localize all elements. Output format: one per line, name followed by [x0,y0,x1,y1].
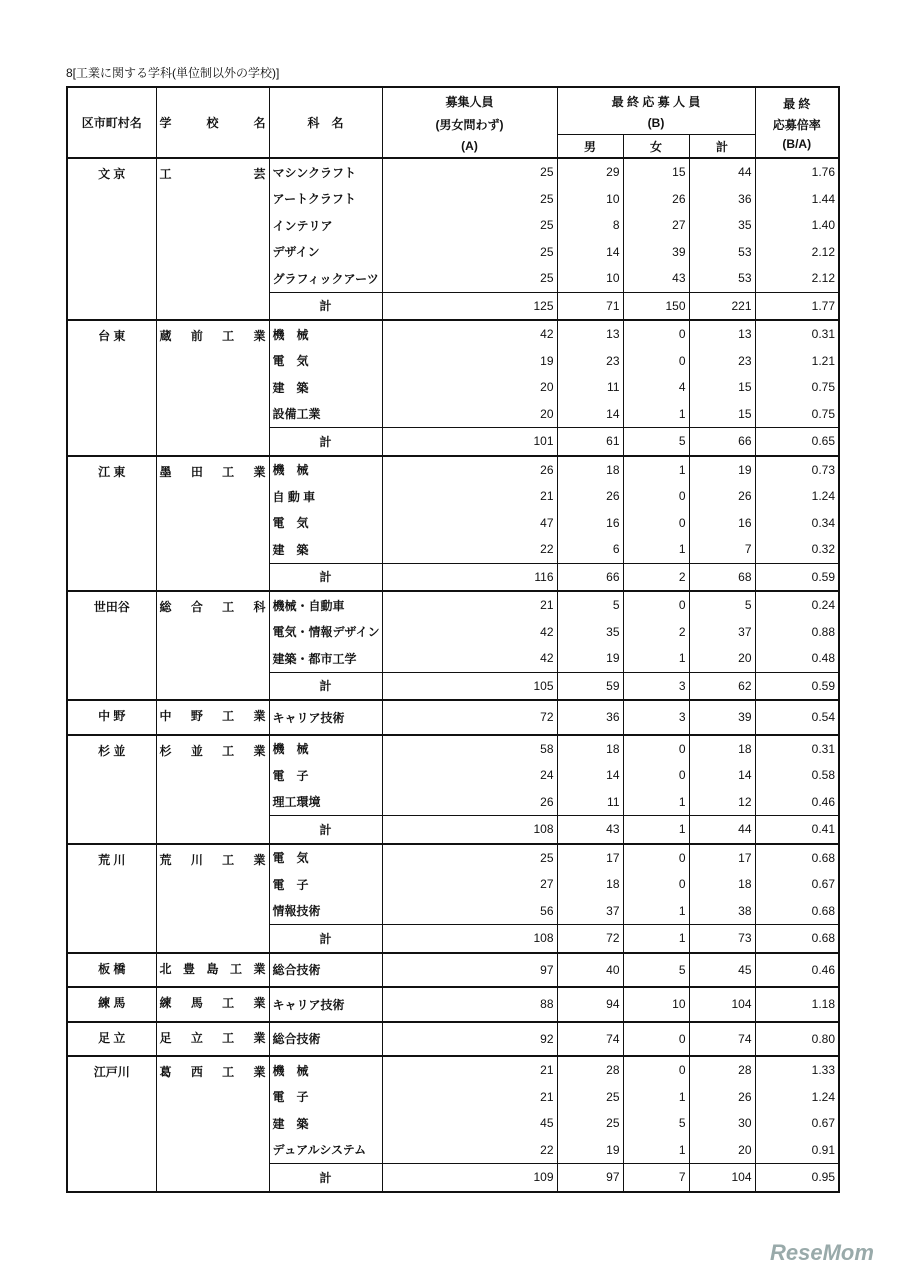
female-value: 27 [623,212,689,239]
male-value: 40 [557,953,623,988]
total-value: 5 [689,591,755,619]
total-value: 30 [689,1110,755,1137]
total-total: 68 [689,563,755,591]
female-total: 1 [623,816,689,844]
male-value: 74 [557,1022,623,1057]
total-value: 16 [689,510,755,537]
table-row [67,456,839,484]
total-value: 53 [689,265,755,292]
female-value: 0 [623,871,689,898]
capacity-value: 42 [382,619,557,646]
ward-name: 板 橋 [67,953,156,988]
total-label: 計 [269,563,382,591]
ward-name: 杉 並 [67,735,156,844]
capacity-value: 42 [382,320,557,348]
ratio-value: 0.91 [755,1137,839,1164]
total-total: 221 [689,292,755,320]
capacity-value: 92 [382,1022,557,1057]
subject-name: 自 動 車 [269,483,382,510]
male-total: 97 [557,1164,623,1192]
total-value: 38 [689,898,755,925]
ratio-value: 0.46 [755,789,839,816]
capacity-value: 72 [382,700,557,735]
total-value: 15 [689,401,755,428]
capacity-value: 88 [382,987,557,1022]
subject-name: 機 械 [269,456,382,484]
ratio-total: 0.95 [755,1164,839,1192]
total-value: 12 [689,789,755,816]
total-label: 計 [269,428,382,456]
capacity-value: 21 [382,1084,557,1111]
ratio-value: 0.31 [755,735,839,763]
ratio-value: 1.24 [755,483,839,510]
subject-name: キャリア技術 [269,700,382,735]
female-value: 2 [623,619,689,646]
capacity-value: 26 [382,789,557,816]
ratio-value: 0.67 [755,871,839,898]
header-ratio [755,87,839,158]
female-value: 43 [623,265,689,292]
total-value: 20 [689,1137,755,1164]
header-applicants-line2: (B) [647,115,665,130]
table-row [67,987,839,1022]
ratio-value: 1.33 [755,1056,839,1084]
male-value: 23 [557,348,623,375]
subject-name: 電 子 [269,762,382,789]
capacity-value: 20 [382,374,557,401]
male-value: 10 [557,265,623,292]
male-value: 11 [557,789,623,816]
male-total: 72 [557,925,623,953]
subject-name: デザイン [269,239,382,266]
subject-name: 建 築 [269,536,382,563]
header-ratio-line2: 応募倍率 [772,117,821,132]
total-value: 44 [689,158,755,186]
total-value: 7 [689,536,755,563]
female-value: 15 [623,158,689,186]
header-capacity-line2: (男女問わず) [435,117,504,132]
ratio-value: 0.46 [755,953,839,988]
female-value: 0 [623,591,689,619]
subject-name: 情報技術 [269,898,382,925]
male-value: 8 [557,212,623,239]
male-value: 18 [557,456,623,484]
female-value: 0 [623,483,689,510]
capacity-value: 25 [382,186,557,213]
female-total: 5 [623,428,689,456]
female-value: 0 [623,735,689,763]
female-value: 1 [623,789,689,816]
male-value: 17 [557,844,623,872]
capacity-value: 24 [382,762,557,789]
capacity-total: 116 [382,563,557,591]
subject-name: 総合技術 [269,1022,382,1057]
male-total: 61 [557,428,623,456]
total-value: 26 [689,1084,755,1111]
subject-name: アートクラフト [269,186,382,213]
subject-name: 建築・都市工学 [269,645,382,672]
capacity-total: 105 [382,672,557,700]
female-value: 1 [623,1084,689,1111]
female-value: 0 [623,762,689,789]
ward-name: 足 立 [67,1022,156,1057]
ratio-value: 2.12 [755,239,839,266]
table-row [67,1022,839,1057]
table-row [67,158,839,186]
resemom-logo: ReseMom [770,1240,874,1265]
ward-name: 江 東 [67,456,156,592]
enrollment-table [66,86,840,1193]
subject-name: 電 気 [269,510,382,537]
capacity-value: 21 [382,483,557,510]
school-name: 蔵前工業 [156,320,269,456]
male-value: 25 [557,1110,623,1137]
total-total: 62 [689,672,755,700]
subject-name: 電 気 [269,348,382,375]
capacity-value: 25 [382,265,557,292]
male-value: 14 [557,762,623,789]
male-value: 36 [557,700,623,735]
header-capacity [382,87,557,158]
ratio-total: 0.41 [755,816,839,844]
male-value: 14 [557,239,623,266]
total-value: 74 [689,1022,755,1057]
capacity-value: 19 [382,348,557,375]
total-value: 26 [689,483,755,510]
subject-name: 建 築 [269,374,382,401]
capacity-value: 97 [382,953,557,988]
document-title: 8[工業に関する学科(単位制以外の学校)] [66,66,280,80]
capacity-value: 42 [382,645,557,672]
ratio-total: 0.59 [755,563,839,591]
header-capacity-line1: 募集人員 [445,94,494,109]
table-row [67,735,839,763]
total-label: 計 [269,816,382,844]
total-value: 20 [689,645,755,672]
male-value: 5 [557,591,623,619]
ratio-value: 0.67 [755,1110,839,1137]
male-total: 66 [557,563,623,591]
table-row [67,591,839,619]
school-name: 葛西工業 [156,1056,269,1192]
ratio-value: 0.32 [755,536,839,563]
male-value: 13 [557,320,623,348]
ratio-value: 0.73 [755,456,839,484]
school-name: 北豊島工業 [156,953,269,988]
header-total: 計 [689,135,755,159]
subject-name: 建 築 [269,1110,382,1137]
ratio-value: 1.76 [755,158,839,186]
female-value: 1 [623,536,689,563]
total-value: 39 [689,700,755,735]
male-total: 71 [557,292,623,320]
female-value: 3 [623,700,689,735]
ratio-value: 0.75 [755,401,839,428]
female-value: 5 [623,1110,689,1137]
ward-name: 中 野 [67,700,156,735]
school-name: 足立工業 [156,1022,269,1057]
table-body [67,158,839,1192]
total-value: 35 [689,212,755,239]
ratio-value: 0.75 [755,374,839,401]
ratio-value: 0.58 [755,762,839,789]
total-label: 計 [269,925,382,953]
female-value: 39 [623,239,689,266]
subject-name: 電 子 [269,871,382,898]
capacity-value: 45 [382,1110,557,1137]
ratio-total: 0.65 [755,428,839,456]
total-value: 37 [689,619,755,646]
male-value: 14 [557,401,623,428]
male-value: 6 [557,536,623,563]
female-value: 0 [623,1056,689,1084]
male-value: 16 [557,510,623,537]
ratio-total: 0.59 [755,672,839,700]
school-name: 杉並工業 [156,735,269,844]
total-label: 計 [269,1164,382,1192]
subject-name: キャリア技術 [269,987,382,1022]
male-value: 29 [557,158,623,186]
ward-name: 文 京 [67,158,156,320]
ratio-value: 1.44 [755,186,839,213]
total-label: 計 [269,292,382,320]
total-total: 104 [689,1164,755,1192]
ratio-value: 1.24 [755,1084,839,1111]
ratio-value: 1.21 [755,348,839,375]
header-applicants [557,87,755,135]
ward-name: 荒 川 [67,844,156,953]
female-value: 1 [623,645,689,672]
school-name: 練馬工業 [156,987,269,1022]
capacity-total: 108 [382,816,557,844]
capacity-value: 25 [382,158,557,186]
subject-name: 電 気 [269,844,382,872]
male-value: 37 [557,898,623,925]
total-value: 104 [689,987,755,1022]
capacity-value: 21 [382,1056,557,1084]
female-value: 0 [623,510,689,537]
subject-name: グラフィックアーツ [269,265,382,292]
subject-name: 機 械 [269,1056,382,1084]
total-value: 28 [689,1056,755,1084]
capacity-value: 27 [382,871,557,898]
table-row [67,320,839,348]
male-value: 35 [557,619,623,646]
female-value: 26 [623,186,689,213]
male-value: 19 [557,1137,623,1164]
total-value: 36 [689,186,755,213]
total-value: 17 [689,844,755,872]
total-total: 66 [689,428,755,456]
subject-name: 機械・自動車 [269,591,382,619]
total-value: 13 [689,320,755,348]
capacity-value: 56 [382,898,557,925]
header-ward: 区市町村名 [67,87,156,158]
table-row [67,1056,839,1084]
ward-name: 世田谷 [67,591,156,700]
total-total: 73 [689,925,755,953]
subject-name: 機 械 [269,735,382,763]
capacity-value: 26 [382,456,557,484]
female-total: 7 [623,1164,689,1192]
female-value: 0 [623,1022,689,1057]
capacity-total: 125 [382,292,557,320]
school-name: 墨田工業 [156,456,269,592]
male-value: 94 [557,987,623,1022]
ratio-value: 0.68 [755,898,839,925]
total-value: 18 [689,735,755,763]
subject-name: 理工環境 [269,789,382,816]
female-value: 0 [623,844,689,872]
capacity-value: 21 [382,591,557,619]
female-value: 10 [623,987,689,1022]
male-total: 59 [557,672,623,700]
female-total: 3 [623,672,689,700]
ratio-value: 1.18 [755,987,839,1022]
ratio-value: 0.54 [755,700,839,735]
female-value: 1 [623,401,689,428]
female-total: 2 [623,563,689,591]
total-value: 23 [689,348,755,375]
male-value: 18 [557,735,623,763]
ward-name: 台 東 [67,320,156,456]
capacity-value: 20 [382,401,557,428]
ratio-value: 0.24 [755,591,839,619]
total-value: 53 [689,239,755,266]
capacity-value: 25 [382,239,557,266]
female-value: 1 [623,1137,689,1164]
table-row [67,844,839,872]
header-female: 女 [623,135,689,159]
table-row [67,953,839,988]
male-value: 18 [557,871,623,898]
school-name: 総合工科 [156,591,269,700]
capacity-value: 47 [382,510,557,537]
ratio-value: 1.40 [755,212,839,239]
female-value: 0 [623,348,689,375]
ratio-value: 2.12 [755,265,839,292]
total-value: 15 [689,374,755,401]
ratio-value: 0.34 [755,510,839,537]
capacity-total: 108 [382,925,557,953]
capacity-value: 25 [382,844,557,872]
subject-name: マシンクラフト [269,158,382,186]
header-applicants-line1: 最 終 応 募 人 員 [611,94,701,109]
subject-name: 電 子 [269,1084,382,1111]
total-value: 19 [689,456,755,484]
total-total: 44 [689,816,755,844]
female-total: 150 [623,292,689,320]
ward-name: 練 馬 [67,987,156,1022]
capacity-value: 58 [382,735,557,763]
ratio-total: 1.77 [755,292,839,320]
subject-name: 電気・情報デザイン [269,619,382,646]
male-value: 26 [557,483,623,510]
total-value: 18 [689,871,755,898]
school-name: 中野工業 [156,700,269,735]
subject-name: 機 械 [269,320,382,348]
female-value: 1 [623,456,689,484]
capacity-total: 101 [382,428,557,456]
header-male: 男 [557,135,623,159]
subject-name: 総合技術 [269,953,382,988]
total-label: 計 [269,672,382,700]
header-school: 学 校 名 [156,87,269,158]
subject-name: 設備工業 [269,401,382,428]
male-value: 10 [557,186,623,213]
male-total: 43 [557,816,623,844]
subject-name: デュアルシステム [269,1137,382,1164]
capacity-value: 22 [382,1137,557,1164]
school-name: 荒川工業 [156,844,269,953]
header-subject: 科 名 [269,87,382,158]
ratio-value: 0.48 [755,645,839,672]
ratio-value: 0.80 [755,1022,839,1057]
capacity-value: 22 [382,536,557,563]
female-value: 5 [623,953,689,988]
header-ratio-line1: 最 終 [783,96,811,111]
header-capacity-line3: (A) [461,138,478,153]
total-value: 45 [689,953,755,988]
ratio-value: 0.88 [755,619,839,646]
capacity-value: 25 [382,212,557,239]
ratio-total: 0.68 [755,925,839,953]
table-row [67,700,839,735]
ratio-value: 0.31 [755,320,839,348]
ward-name: 江戸川 [67,1056,156,1192]
male-value: 25 [557,1084,623,1111]
female-value: 4 [623,374,689,401]
female-total: 1 [623,925,689,953]
male-value: 19 [557,645,623,672]
subject-name: インテリア [269,212,382,239]
male-value: 28 [557,1056,623,1084]
male-value: 11 [557,374,623,401]
capacity-total: 109 [382,1164,557,1192]
ratio-value: 0.68 [755,844,839,872]
school-name: 工芸 [156,158,269,320]
header-ratio-line3: (B/A) [782,136,812,151]
female-value: 0 [623,320,689,348]
total-value: 14 [689,762,755,789]
female-value: 1 [623,898,689,925]
